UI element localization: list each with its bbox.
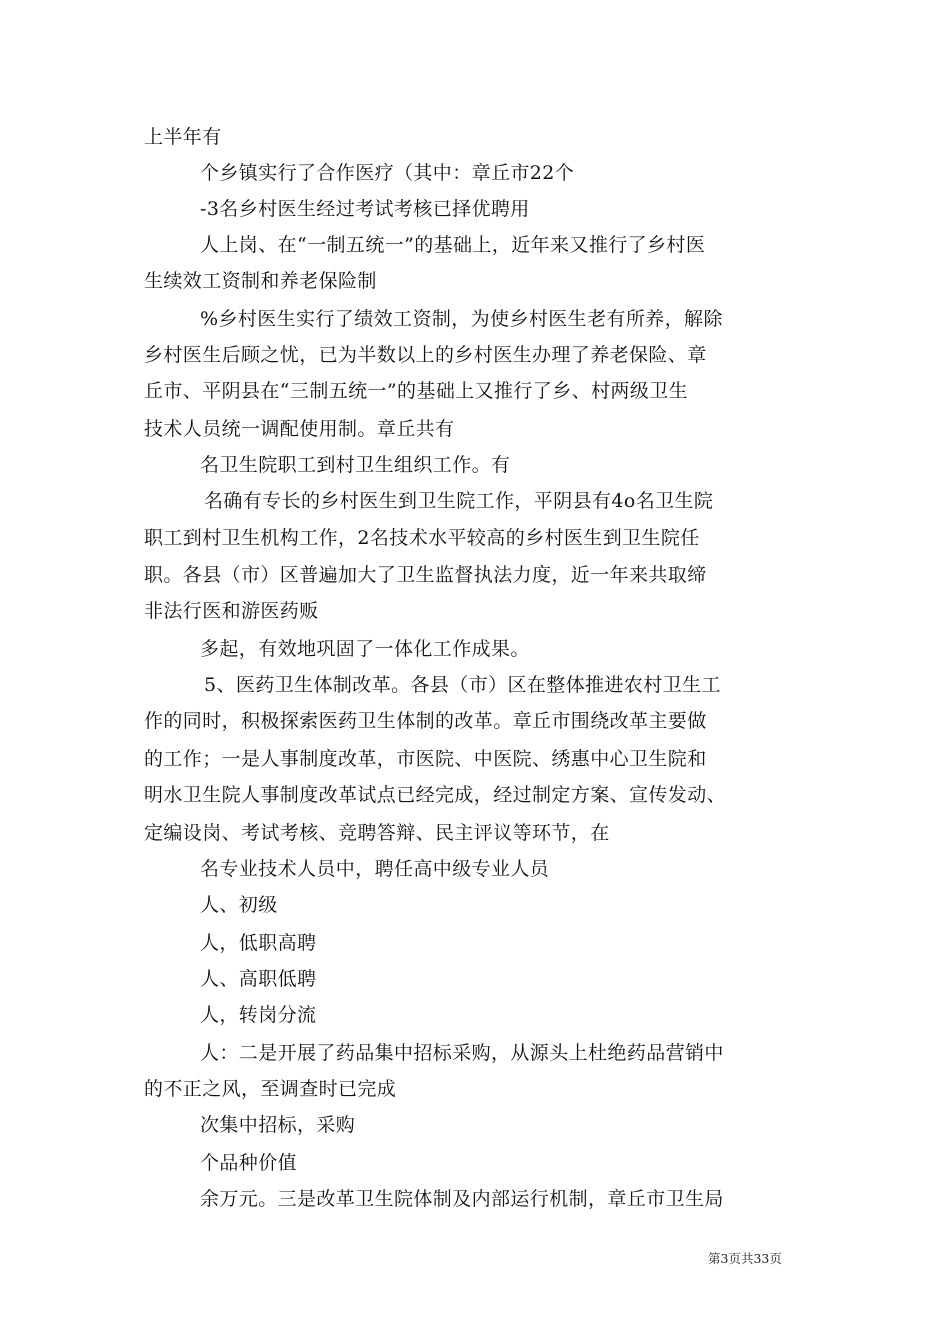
text-line: 人、初级 [200,894,278,916]
text-line: 非法行医和游医药贩 [144,600,319,622]
text-line: 定编设岗、考试考核、竞聘答辩、民主评议等环节，在 [144,822,610,844]
text-line: 生续效工资制和养老保险制 [144,270,377,292]
text-line: 人：二是开展了药品集中招标采购，从源头上杜绝药品营销中 [200,1042,724,1064]
text-line: 余万元。三是改革卫生院体制及内部运行机制，章丘市卫生局 [200,1188,724,1210]
text-line: 名卫生院职工到村卫生组织工作。有 [200,454,511,476]
text-line: 人、高职低聘 [200,968,317,990]
text-line: 乡村医生后顾之忧，已为半数以上的乡村医生办理了养老保险、章 [144,344,707,366]
text-line: 职工到村卫生机构工作，2名技术水平较高的乡村医生到卫生院任 [144,527,700,549]
text-line: 上半年有 [144,126,222,148]
text-line: 职。各县（市）区普遍加大了卫生监督执法力度，近一年来共取缔 [144,564,707,586]
text-line: 名确有专长的乡村医生到卫生院工作，平阴县有4o名卫生院 [204,490,714,512]
text-line: 的工作；一是人事制度改革，市医院、中医院、绣惠中心卫生院和 [144,748,707,770]
text-line: 作的同时，积极探索医药卫生体制的改革。章丘市围绕改革主要做 [144,710,707,732]
text-line: 明水卫生院人事制度改革试点已经完成，经过制定方案、宣传发动、 [144,784,727,806]
text-line: 次集中招标，采购 [200,1114,356,1136]
text-line: -3名乡村医生经过考试考核已择优聘用 [200,198,530,220]
text-line: 个品种价值 [200,1152,298,1174]
text-line: 人，转岗分流 [200,1004,317,1026]
text-line: 名专业技术人员中，聘任高中级专业人员 [200,858,550,880]
text-line: 人上岗、在“一制五统一”的基础上，近年来又推行了乡村医 [200,234,706,256]
text-line: 的不正之风，至调查时已完成 [144,1078,397,1100]
page-number: 第3页共33页 [708,1251,782,1266]
text-line: 技术人员统一调配使用制。章丘共有 [144,418,455,440]
text-line: 丘市、平阴县在“三制五统一”的基础上又推行了乡、村两级卫生 [144,380,689,402]
text-line: 多起，有效地巩固了一体化工作成果。 [200,638,530,660]
text-line: %乡村医生实行了绩效工资制，为使乡村医生老有所养，解除 [200,308,723,330]
text-line: 5、医药卫生体制改革。各县（市）区在整体推进农村卫生工 [204,674,721,696]
text-line: 人，低职高聘 [200,932,317,954]
text-line: 个乡镇实行了合作医疗（其中：章丘市22个 [200,162,575,184]
